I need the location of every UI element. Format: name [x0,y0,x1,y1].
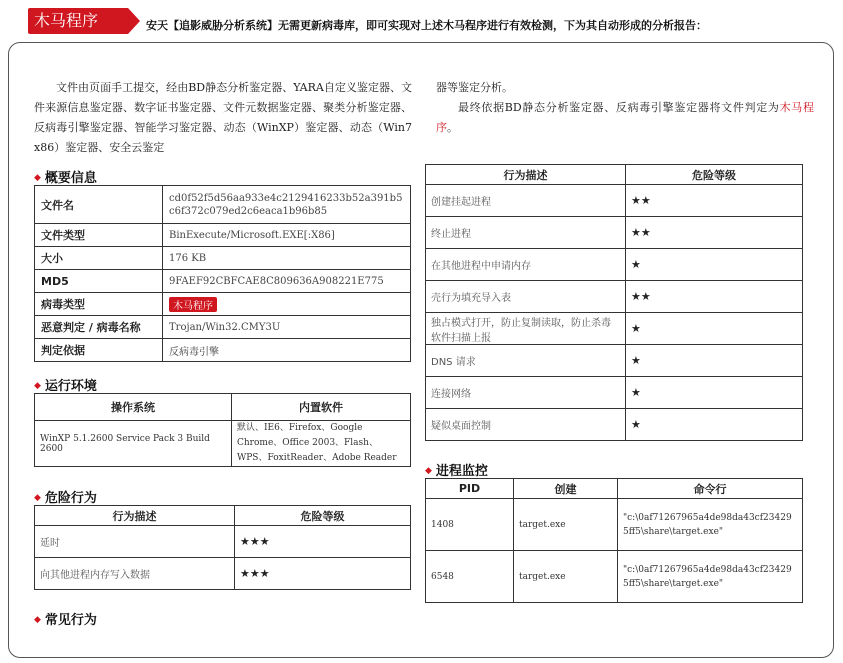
section-proc: ◆ 进程监控 [425,464,488,479]
behavior-level: ★★ [626,217,803,249]
overview-row [35,270,411,293]
env-header-os: 操作系统 [35,394,232,421]
behavior-level: ★ [626,409,803,441]
intro-right-1: 器等鉴定分析。 [436,81,513,94]
overview-value: BinExecute/Microsoft.EXE[:X86] [163,224,411,247]
overview-value [163,293,411,316]
behavior-desc: DNS 请求 [426,345,626,377]
section-common: ◆ 常见行为 [34,613,97,628]
proc-header-pid: PID [426,479,514,499]
danger-header-level: 危险等级 [235,506,411,526]
env-sw: 默认、IE6、Firefox、Google Chrome、Office 2003、Flash、WPS、FoxitReader、Adobe Reader [232,421,411,467]
behavior-table [425,164,803,441]
process-table [425,478,803,603]
proc-title: 进程监控 [435,464,488,479]
intro-left [34,78,412,158]
header-text: 安天【追影威胁分析系统】无需更新病毒库，即可实现对上述木马程序进行有效检测，下为其自动形成的分析报告： [146,19,707,32]
behavior-desc: 连接网络 [426,377,626,409]
behavior-row [426,281,803,313]
overview-value: 反病毒引擎 [163,339,411,362]
overview-key: 病毒类型 [35,293,163,316]
env-table [34,393,411,467]
env-title: 运行环境 [44,379,97,394]
intro-right-2c: 。 [447,121,458,134]
env-os: WinXP 5.1.2600 Service Pack 3 Build 2600 [35,421,232,467]
virus-type-tag: 木马程序 [169,297,217,312]
proc-header-cmd: 命令行 [618,479,803,499]
process-row [426,551,803,603]
behavior-level: ★ [626,313,803,345]
overview-row [35,293,411,316]
behavior-desc: 独占模式打开，防止复制读取，防止杀毒软件扫描上报 [426,313,626,345]
intro-right [436,78,814,138]
proc-header-create: 创建 [514,479,618,499]
env-header-sw: 内置软件 [232,394,411,421]
behavior-level: ★ [626,345,803,377]
intro-left-text: 文件由页面手工提交，经由BD静态分析鉴定器、YARA自定义鉴定器、文件来源信息鉴定器、数字证书鉴定器、文件元数据鉴定器、聚类分析鉴定器、反病毒引擎鉴定器、智能学习鉴定器、动态（WinXP）鉴定器、动态（Win7 x86）鉴定器、安全云鉴定 [34,81,412,154]
overview-value: 176 KB [163,247,411,270]
overview-row [35,186,411,224]
behavior-row [426,377,803,409]
overview-row [35,224,411,247]
overview-key: 判定依据 [35,339,163,362]
danger-title: 危险行为 [44,491,97,506]
behavior-row [426,345,803,377]
intro-right-2a: 最终依据BD静态分析鉴定器、反病毒引擎鉴定器将文件判定为 [458,101,780,114]
overview-key: 恶意判定 / 病毒名称 [35,316,163,339]
danger-table [34,505,411,590]
danger-row [35,526,411,558]
process-pid: 6548 [426,551,514,603]
section-env: ◆ 运行环境 [34,379,97,394]
process-cmd: "c:\0af71267965a4de98da43cf234295ff5\share\target.exe" [618,499,803,551]
behavior-level: ★★ [626,185,803,217]
section-overview: ◆ 概要信息 [34,171,97,186]
behav-header-desc: 行为描述 [426,165,626,185]
process-create: target.exe [514,499,618,551]
overview-table [34,185,411,362]
process-pid: 1408 [426,499,514,551]
behavior-desc: 壳行为填充导入表 [426,281,626,313]
overview-value: 9FAEF92CBFCAE8C809636A908221E775 [163,270,411,293]
common-title: 常见行为 [44,613,97,628]
process-create: target.exe [514,551,618,603]
behavior-desc: 终止进程 [426,217,626,249]
danger-level: ★★★ [235,558,411,590]
overview-row [35,316,411,339]
overview-row [35,247,411,270]
danger-level: ★★★ [235,526,411,558]
overview-row [35,339,411,362]
overview-key: 文件名 [35,186,163,224]
behavior-desc: 在其他进程中申请内存 [426,249,626,281]
behavior-level: ★ [626,377,803,409]
overview-title: 概要信息 [44,171,97,186]
process-row [426,499,803,551]
process-cmd: "c:\0af71267965a4de98da43cf234295ff5\share\target.exe" [618,551,803,603]
behavior-level: ★★ [626,281,803,313]
overview-value: cd0f52f5d56aa933e4c2129416233b52a391b5c6f372c079ed2c6eaca1b96b85 [163,186,411,224]
overview-key: MD5 [35,270,163,293]
header-tab: 木马程序 [28,8,128,34]
danger-desc: 向其他进程内存写入数据 [35,558,235,590]
danger-header-desc: 行为描述 [35,506,235,526]
behavior-row [426,185,803,217]
overview-key: 文件类型 [35,224,163,247]
overview-value: Trojan/Win32.CMY3U [163,316,411,339]
overview-key: 大小 [35,247,163,270]
section-danger: ◆ 危险行为 [34,491,97,506]
behavior-row [426,217,803,249]
behavior-level: ★ [626,249,803,281]
intro-right-2 [436,98,814,138]
behavior-row [426,249,803,281]
intro-verdict: 木马程序 [436,101,814,134]
behavior-row [426,313,803,345]
behavior-desc: 疑似桌面控制 [426,409,626,441]
behav-header-level: 危险等级 [626,165,803,185]
behavior-row [426,409,803,441]
danger-desc: 延时 [35,526,235,558]
danger-row [35,558,411,590]
behavior-desc: 创建挂起进程 [426,185,626,217]
